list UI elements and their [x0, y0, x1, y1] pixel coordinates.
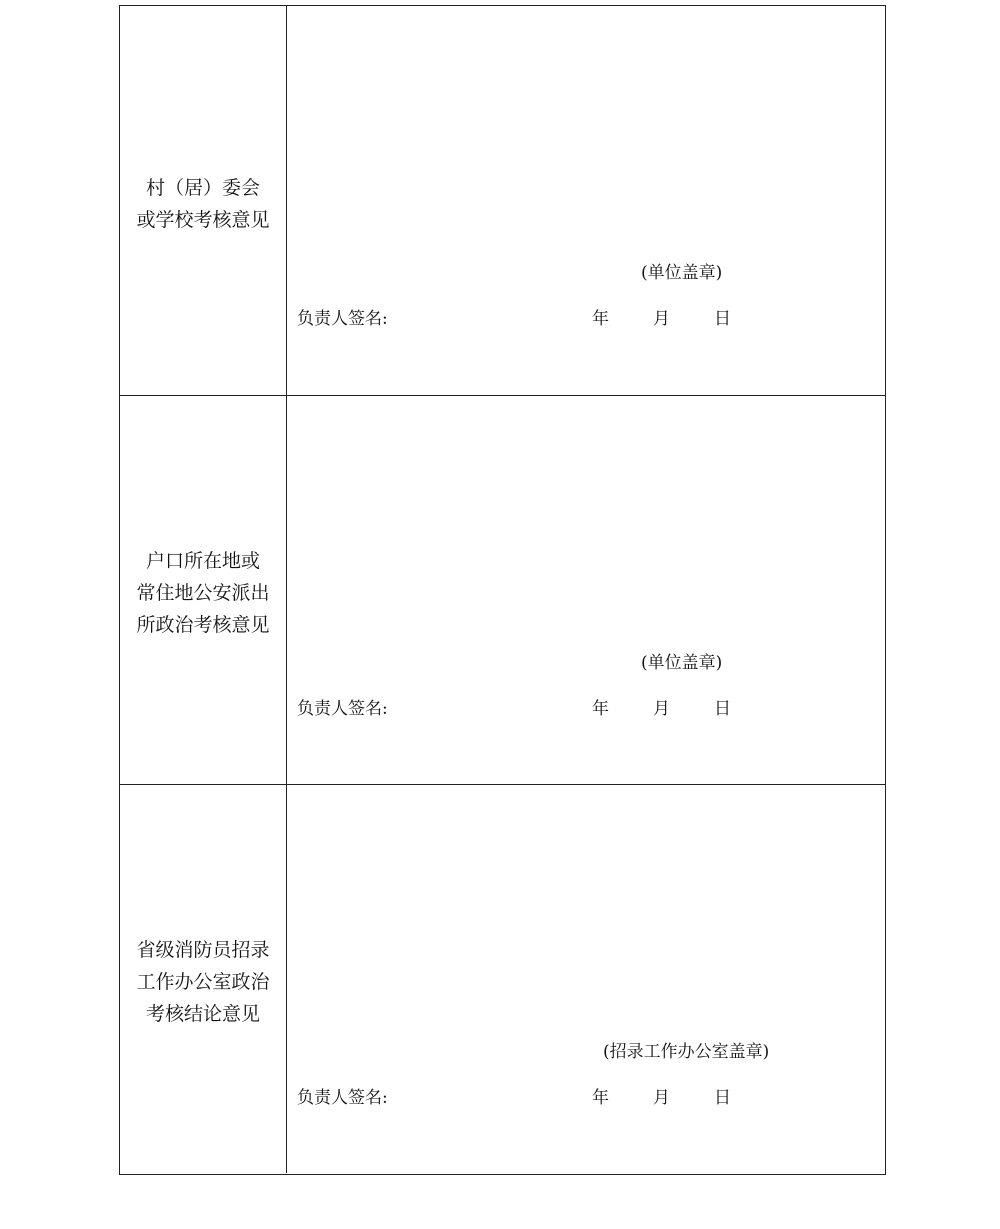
date-month-label: 月: [653, 309, 670, 329]
row-label-line: 省级消防员招录: [136, 939, 270, 961]
date-year-label: 年: [592, 699, 609, 719]
office-stamp-label: (招录工作办公室盖章): [603, 1042, 770, 1062]
row-label-cell: [120, 6, 287, 395]
row-label-line: 工作办公室政治: [136, 971, 270, 993]
row-label-line: 或学校考核意见: [136, 209, 270, 231]
row-label-line: 村（居）委会: [145, 177, 260, 199]
row-label-cell: [120, 396, 287, 784]
signature-label: 负责人签名:: [297, 699, 388, 719]
unit-stamp-label: (单位盖章): [641, 263, 723, 283]
signature-label: 负责人签名:: [297, 1088, 388, 1108]
signature-label: 负责人签名:: [297, 309, 388, 329]
date-year-label: 年: [592, 1088, 609, 1108]
police-station-review-row: [120, 395, 885, 784]
date-year-label: 年: [592, 309, 609, 329]
opinion-content-cell[interactable]: [287, 396, 885, 784]
unit-stamp-label: (单位盖章): [641, 653, 723, 673]
date-day-label: 日: [714, 699, 731, 719]
row-label-line: 考核结论意见: [145, 1003, 260, 1025]
row-label: [120, 545, 286, 641]
row-label-line: 所政治考核意见: [136, 614, 270, 636]
row-label-line: 常住地公安派出: [136, 582, 270, 604]
date-day-label: 日: [714, 309, 731, 329]
row-label: [120, 172, 286, 236]
date-day-label: 日: [714, 1088, 731, 1108]
village-committee-review-row: [120, 6, 885, 395]
row-label: [120, 934, 286, 1030]
row-label-line: 户口所在地或: [145, 550, 260, 572]
review-form-table: [119, 5, 886, 1175]
date-month-label: 月: [653, 1088, 670, 1108]
row-label-cell: [120, 785, 287, 1173]
opinion-content-cell[interactable]: [287, 6, 885, 395]
provincial-office-review-row: [120, 784, 885, 1173]
date-month-label: 月: [653, 699, 670, 719]
opinion-content-cell[interactable]: [287, 785, 885, 1173]
